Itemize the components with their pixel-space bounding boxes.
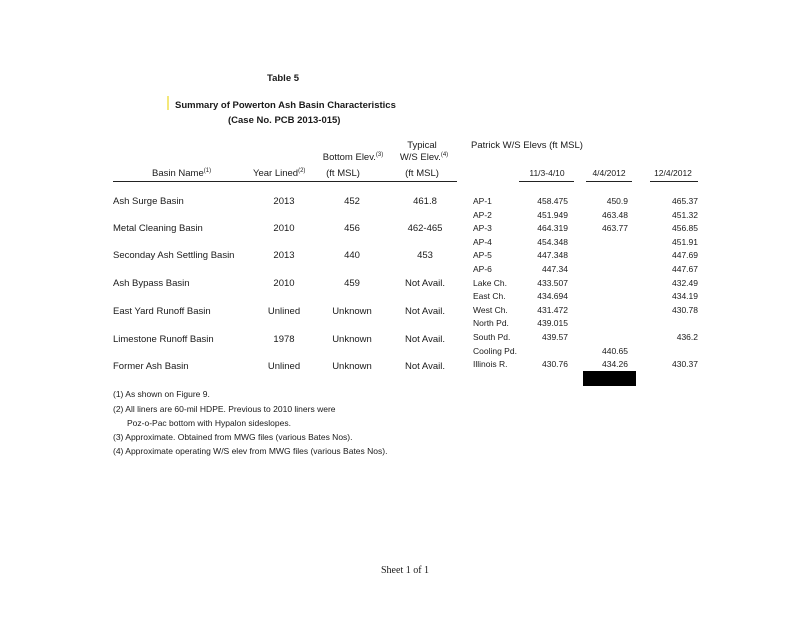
header-date-2: 4/4/2012	[592, 168, 626, 178]
patrick-location: West Ch.	[473, 305, 508, 315]
header-date-3: 12/4/2012	[654, 168, 692, 178]
basin-name: Ash Surge Basin	[113, 196, 184, 207]
patrick-value-1: 454.348	[537, 237, 568, 247]
note-2-cont: Poz-o-Pac bottom with Hypalon sideslopes.	[127, 418, 291, 428]
patrick-value-3: 430.78	[672, 305, 698, 315]
patrick-value-1: 458.475	[537, 196, 568, 206]
patrick-value-1: 434.694	[537, 291, 568, 301]
note-3: (3) Approximate. Obtained from MWG files (various Bates Nos).	[113, 432, 353, 442]
header-basin-name: Basin Name$^{(1)}$	[152, 168, 212, 179]
basin-typical: 461.8	[413, 196, 437, 207]
patrick-location: AP-3	[473, 223, 492, 233]
patrick-location: AP-4	[473, 237, 492, 247]
basin-year: 2013	[273, 250, 295, 261]
patrick-value-3: 465.37	[672, 196, 698, 206]
basin-bottom: Unknown	[332, 306, 372, 317]
patrick-value-3: 434.19	[672, 291, 698, 301]
header-bottom-elev-unit: (ft MSL)	[326, 168, 360, 179]
header-patrick: Patrick W/S Elevs (ft MSL)	[471, 140, 583, 151]
patrick-value-1: 447.348	[537, 250, 568, 260]
basin-bottom: Unknown	[332, 361, 372, 372]
sheet-footer: Sheet 1 of 1	[381, 565, 430, 576]
patrick-value-2: 463.77	[602, 223, 628, 233]
header-date-1: 11/3-4/10	[529, 168, 565, 178]
basin-bottom: 452	[344, 196, 360, 207]
basin-year: 1978	[273, 334, 295, 345]
basin-year: 2010	[273, 278, 295, 289]
basin-bottom: 440	[344, 250, 360, 261]
header-year-lined: Year Lined$^{(2)}$	[253, 168, 306, 179]
patrick-location: South Pd.	[473, 332, 511, 342]
basin-name: Metal Cleaning Basin	[113, 223, 203, 234]
redaction-block	[583, 371, 636, 386]
table-title: Table 5	[267, 73, 300, 84]
header-rule-date-3	[650, 181, 698, 182]
basin-name: Limestone Runoff Basin	[113, 334, 214, 345]
patrick-value-1: 464.319	[537, 223, 568, 233]
patrick-value-1: 439.015	[537, 318, 568, 328]
header-bottom-elev: Bottom Elev.$^{(3)}$	[322, 152, 384, 163]
patrick-location: North Pd.	[473, 318, 509, 328]
patrick-value-1: 439.57	[542, 332, 568, 342]
note-4: (4) Approximate operating W/S elev from MWG files (various Bates Nos).	[113, 446, 388, 456]
patrick-value-1: 433.507	[537, 278, 568, 288]
header-typical-ws: W/S Elev.$^{(4)}$	[399, 152, 449, 163]
basin-name: East Yard Runoff Basin	[113, 306, 211, 317]
patrick-value-3: 451.91	[672, 237, 698, 247]
patrick-value-2: 440.65	[602, 346, 628, 356]
patrick-value-2: 450.9	[606, 196, 628, 206]
patrick-location: AP-6	[473, 264, 492, 274]
patrick-location: AP-5	[473, 250, 492, 260]
patrick-location: Illinois R.	[473, 359, 508, 369]
highlight-mark	[167, 96, 169, 110]
patrick-location: Lake Ch.	[473, 278, 508, 288]
patrick-value-3: 451.32	[672, 210, 698, 220]
patrick-value-3: 447.67	[672, 264, 698, 274]
patrick-location: East Ch.	[473, 291, 506, 301]
patrick-value-1: 430.76	[542, 359, 568, 369]
basin-name: Seconday Ash Settling Basin	[113, 250, 235, 261]
note-2: (2) All liners are 60-mil HDPE. Previous to 2010 liners were	[113, 404, 336, 414]
patrick-location: AP-2	[473, 210, 492, 220]
basin-typical: Not Avail.	[405, 334, 445, 345]
basin-name: Ash Bypass Basin	[113, 278, 190, 289]
basin-typical: 462-465	[407, 223, 443, 234]
patrick-value-1: 431.472	[537, 305, 568, 315]
basin-typical: 453	[417, 250, 433, 261]
basin-year: Unlined	[267, 306, 301, 317]
patrick-location: AP-1	[473, 196, 492, 206]
basin-bottom: 459	[344, 278, 360, 289]
basin-year: 2013	[273, 196, 295, 207]
case-number: (Case No. PCB 2013-015)	[228, 115, 341, 126]
basin-typical: Not Avail.	[405, 278, 445, 289]
patrick-value-1: 447.34	[542, 264, 568, 274]
patrick-value-1: 451.949	[537, 210, 568, 220]
patrick-location: Cooling Pd.	[473, 346, 517, 356]
basin-bottom: Unknown	[332, 334, 372, 345]
basin-year: Unlined	[267, 361, 301, 372]
patrick-value-3: 447.69	[672, 250, 698, 260]
header-typical: Typical	[407, 140, 437, 151]
header-rule-date-2	[586, 181, 632, 182]
patrick-value-2: 463.48	[602, 210, 628, 220]
patrick-value-3: 456.85	[672, 223, 698, 233]
header-typical-unit: (ft MSL)	[405, 168, 439, 179]
basin-typical: Not Avail.	[405, 306, 445, 317]
patrick-value-3: 430.37	[672, 359, 698, 369]
patrick-value-3: 432.49	[672, 278, 698, 288]
patrick-value-3: 436.2	[676, 332, 698, 342]
basin-year: 2010	[273, 223, 295, 234]
basin-bottom: 456	[344, 223, 360, 234]
basin-name: Former Ash Basin	[113, 361, 189, 372]
patrick-value-2: 434.26	[602, 359, 628, 369]
basin-typical: Not Avail.	[405, 361, 445, 372]
note-1: (1) As shown on Figure 9.	[113, 389, 210, 399]
header-rule-date-1	[519, 181, 574, 182]
table-subtitle: Summary of Powerton Ash Basin Characteristics	[175, 100, 396, 111]
header-rule-left	[113, 181, 457, 182]
